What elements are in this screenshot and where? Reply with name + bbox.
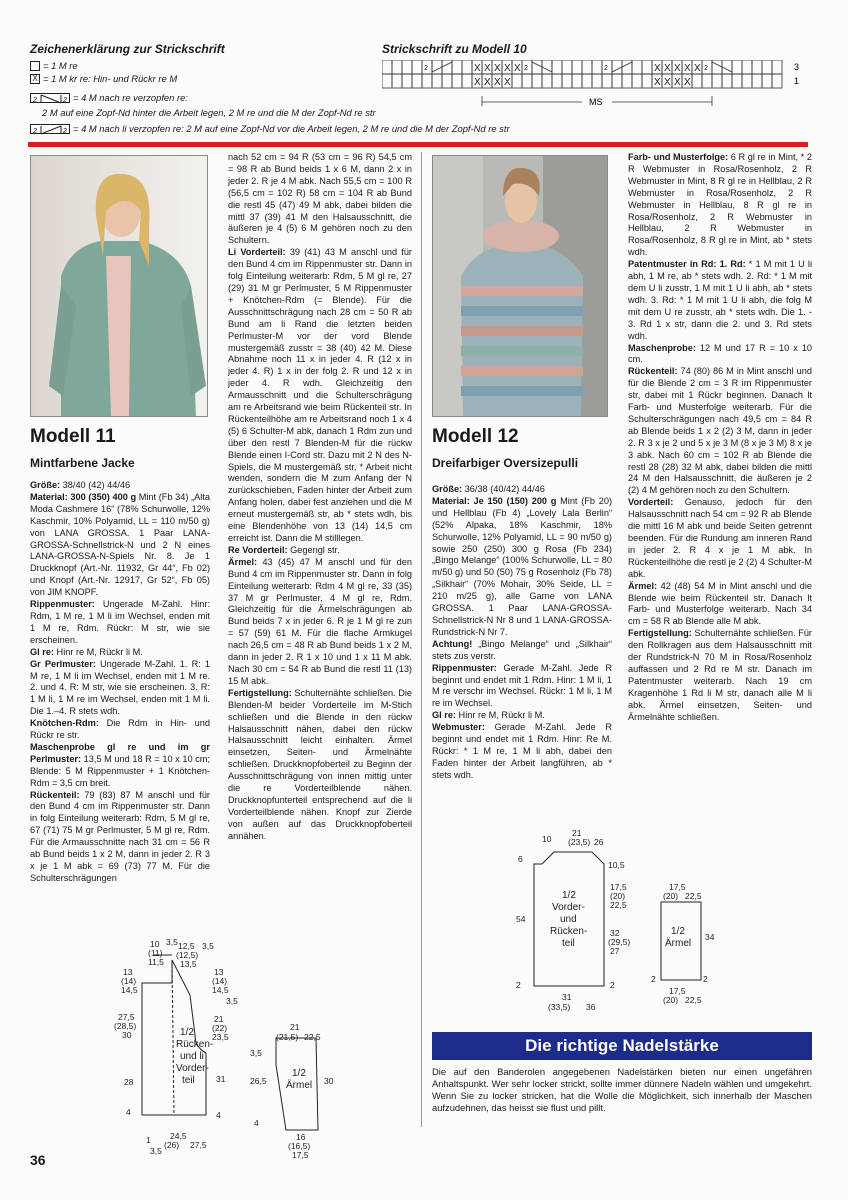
legend-item-knit [30, 60, 78, 71]
instruction-paragraph: Gl re: Hinr re M, Rückr li M. [432, 710, 545, 721]
cable-left-icon [30, 124, 70, 134]
svg-text:1: 1 [146, 1135, 151, 1145]
knitting-chart [382, 60, 802, 110]
legend-item-cable-left [30, 123, 510, 134]
svg-text:26,5: 26,5 [250, 1076, 267, 1086]
svg-text:23,5: 23,5 [212, 1032, 229, 1042]
legend-item-twisted [30, 73, 177, 84]
chart-x-cell: X [504, 63, 511, 74]
model-11-subtitle: Mintfarbene Jacke [30, 456, 135, 470]
svg-text:(23,5): (23,5) [568, 837, 591, 847]
chart-cable-label: 2 [524, 65, 528, 72]
svg-text:(21,5): (21,5) [276, 1032, 299, 1042]
svg-text:13: 13 [214, 967, 224, 977]
svg-text:54: 54 [516, 914, 526, 924]
knit-symbol-icon [30, 61, 40, 71]
svg-text:(29,5): (29,5) [608, 937, 631, 947]
chart-cable-label: 2 [704, 65, 708, 72]
model-11-col1 [30, 480, 210, 885]
svg-text:1/2: 1/2 [180, 1027, 194, 1038]
svg-text:28: 28 [124, 1077, 134, 1087]
svg-text:3,5: 3,5 [202, 941, 214, 951]
svg-text:36: 36 [586, 1002, 596, 1012]
svg-text:3,5: 3,5 [226, 996, 238, 1006]
svg-text:21: 21 [214, 1014, 224, 1024]
legend-item-cable-right [30, 92, 188, 103]
instruction-paragraph: Li Vorderteil: 39 (41) 43 M anschl und für den Bund 4 cm im Rippenmuster str. Dann in folg Einteilung weiterarb: Rdm, 5 M gl re, 27 (29) 31 M gr Perlmuster, 5 M Rippenmuster + Knötchen-Rdm (= Blende). Für die Ausschnittschrägung nach 28 cm = 50 R ab Bund am li Rand die letzten beiden Perlmuster-M vor der vord Blende mustergemäß zusstr = 38 (40) 42 M. Diese Abnahme noch 11 x in jeder 4. R (12 x in jeder 4. R) 1 x in der folg 2. R und 12 x in jeder 4. R wdh. Gleichzeitig den Armausschnitt und die Schulterschrägung am re Arbeitsrand wie beim Rückenteil str. In Rückenteilhöhe am re Arbeitsrand noch 1 x 4 (5) 6 Schulter-M abk, danach 1 Rdm zun und über den restl 7 Blenden-M für die rückw Blende einen I-Cord str. Dazu mit 2 N des N-Spiels, die M mustergemäß str, * Arbeit nicht wenden, sondern die M zum Anfang der N zurückschieben, Faden hinter der Arbeit zum Anfang holen, dabei fest anziehen und die M erneut mustergemäß str, ab * stets wdh, bis eine Blendenhöhe von 13 (14) 14,5 cm erreicht ist. Dann die M stilllegen. [228, 247, 412, 543]
instruction-paragraph: Rippenmuster: Ungerade M-Zahl. Hinr: Rdm, 1 M re, 1 M li im Wechsel, enden mit 1 M re, Rdm. Rückr: M str, wie sie erscheinen. [30, 599, 210, 645]
svg-text:22,5: 22,5 [685, 995, 702, 1005]
svg-text:2: 2 [610, 980, 615, 990]
chart-cable-label: 2 [604, 65, 608, 72]
svg-text:2: 2 [63, 127, 67, 135]
svg-text:17,5: 17,5 [610, 882, 627, 892]
instruction-paragraph: Webmuster: Gerade M-Zahl. Jede R beginnt und endet mit 1 Rdm. Hinr: Re M. Rückr: * 1 M re, 1 M li abh, dabei den Faden hinter der Arbeit langführen, ab * stets wdh. [432, 722, 612, 780]
svg-text:(14): (14) [212, 976, 228, 986]
svg-text:10,5: 10,5 [608, 860, 625, 870]
schematic-11-sleeve [246, 1020, 346, 1160]
instruction-paragraph: Größe: 38/40 (42) 44/46 [30, 480, 131, 490]
row-label-3: 3 [794, 62, 800, 72]
instruction-paragraph: Achtung! „Bingo Melange“ und „Silkhair“ stets zus verstr. [432, 638, 612, 661]
model-11-photo [30, 155, 208, 417]
svg-text:16: 16 [296, 1132, 306, 1142]
chart-x-cell: X [664, 77, 671, 88]
instruction-paragraph: Rückenteil: 74 (80) 86 M in Mint anschl und für die Blende 2 cm = 3 R im Rippenmuster str, dabei mit 1 Rückr beginnen. Danach lt Farb- und Musterfolge weiterarb. Für die Schulterschrägungen nach 49,5 cm = 84 R ab Blende beids 1 x 2 (2) 3 M, dann in jeder 2. R 3 x je 2 und 5 x je 3 M (8 x je 3 M) 8 x je 3 abk. Nach 60 cm = 102 R ab Blende die restl 28 (28) 32 M abk, dabei bilden die mittl 24 M den Halsausschnitt, die äußeren je 2 (2) 4 M gehören noch zu den Schultern. [628, 366, 812, 496]
svg-text:22,5: 22,5 [685, 891, 702, 901]
svg-text:10: 10 [542, 834, 552, 844]
svg-text:2: 2 [651, 974, 656, 984]
svg-text:2: 2 [33, 96, 37, 104]
chart-x-cell: X [504, 77, 511, 88]
schematic-11-right-dims [210, 960, 250, 1160]
instruction-paragraph: Ärmel: 43 (45) 47 M anschl und für den Bund 4 cm im Rippenmuster str. Dann in folg Einteilung weiterarb: Rdm 4 M gl re, 33 (35) 37 M gr Perlmuster, 4 M gl re, Rdm. Gleichzeitig für die Ärmelschrägungen ab Bund beids 7 x in jeder 6. R je 1 M gl re zun = 57 (59) 61 M. Für die flache Armkugel nach 26,5 cm = 48 R ab Bund beids 1 x 2 M, dann in jeder 2. R 1 x 10 und 1 x 11 M abk. Nach 30 cm = 54 R ab Bund die restl 11 (13) 15 M abk. [228, 556, 412, 686]
svg-text:(11): (11) [148, 948, 163, 958]
schematic-11-body [110, 935, 228, 1165]
chart-x-cell: X [684, 63, 691, 74]
svg-text:2: 2 [703, 974, 708, 984]
svg-text:27: 27 [610, 946, 620, 956]
svg-text:4: 4 [216, 1110, 221, 1120]
svg-text:4: 4 [254, 1118, 259, 1128]
legend-text: = 1 M kr re: Hin- und Rückr re M [43, 73, 178, 84]
chart-x-cell: X [684, 77, 691, 88]
svg-text:17,5: 17,5 [292, 1150, 309, 1160]
svg-text:(22): (22) [212, 1023, 228, 1033]
instruction-paragraph: Patentmuster in Rd: 1. Rd: * 1 M mit 1 U li abh, 1 M re, ab * stets wdh. 2. Rd: * 1 M mit dem U li zusstr, 1 M mit 1 U li abh, ab * stets wdh. 3. Rd: * 1 M mit 1 U li abh, die folg M mit dem U re zusstr, ab * stets wdh. Die 1. - 3. Rd 1 x str, dann die 2. und 3. Rd stets wdh. [628, 259, 812, 341]
svg-text:1/2: 1/2 [292, 1068, 306, 1079]
chart-x-cell: X [674, 63, 681, 74]
svg-text:3,5: 3,5 [150, 1146, 162, 1156]
svg-text:27,5: 27,5 [118, 1012, 135, 1022]
svg-text:teil: teil [562, 938, 575, 949]
instruction-paragraph: Maschenprobe gl re und im gr Perlmuster: 13,5 M und 18 R = 10 x 10 cm; Blende: 5 M Rippenmuster + 1 Knötchen-Rdm = 3,5 cm breit. [30, 741, 210, 788]
svg-text:(26): (26) [164, 1140, 180, 1150]
svg-text:10: 10 [150, 939, 160, 949]
schematic-12-body [512, 826, 637, 1016]
instruction-paragraph: Gl re: Hinr re M, Rückr li M. [30, 646, 143, 657]
instruction-paragraph: Vorderteil: Genauso, jedoch für den Halsausschnitt nach 54 cm = 92 R ab Blende die mittl 16 M abk und beide Seiten getrennt beenden. Für die Rundung am inneren Rand in jeder 2. R 4 x je 1 M abk. In Rückenteilhöhe die restl je 2 (2) 4 Schulter-M abk. [628, 497, 812, 579]
model-12-subtitle: Dreifarbiger Oversizepulli [432, 456, 579, 470]
svg-text:und: und [560, 914, 577, 925]
instruction-paragraph: Ärmel: 42 (48) 54 M in Mint anschl und die Blende wie beim Rückenteil str. Danach lt Farb- und Musterfolge weiterarb. Nach 34 cm = 58 R ab Blende alle M abk. [628, 580, 812, 627]
needle-size-banner: Die richtige Nadelstärke [432, 1032, 812, 1060]
svg-text:Vorder-: Vorder- [176, 1063, 209, 1074]
svg-text:Rücken-: Rücken- [176, 1039, 214, 1050]
legend-text: = 1 M re [43, 60, 78, 71]
svg-text:26: 26 [594, 837, 604, 847]
chart-x-cell: X [484, 63, 491, 74]
svg-text:(16,5): (16,5) [288, 1141, 311, 1151]
chart-x-cell: X [694, 63, 701, 74]
instruction-paragraph: Material: 300 (350) 400 g Mint (Fb 34) „Alta Moda Cashmere 16“ (78% Schurwolle, 12% Kaschmir, 10% Polyamid, LL = 110 m/50 g) von LANA GROSSA. 1 Paar LANA-GROSSA-Schnellstrick-N und 2 N eines LANA-GROSSA-N-Spiels Nr. 8. Je 1 Druckknopf (Art.-Nr. 11932, Gr 44“, Fb 02) und Knopf (Art.-Nr. 12917, Gr 52“, Fb 05) von JIM KNOPF. [30, 491, 210, 598]
svg-text:22,5: 22,5 [610, 900, 627, 910]
svg-text:32: 32 [610, 928, 620, 938]
cable-right-icon [30, 93, 70, 103]
svg-text:14,5: 14,5 [212, 985, 229, 995]
model-11-col2 [228, 152, 412, 843]
ms-label: MS [589, 97, 603, 107]
svg-text:6: 6 [518, 854, 523, 864]
instruction-paragraph: Re Vorderteil: Gegengl str. [228, 544, 340, 555]
instruction-paragraph: Fertigstellung: Schulternähte schließen. Für den Rollkragen aus dem Halsausschnitt mit der Rundstrick-N 70 M in Rosa/Rosenholz auffassen und 2 Rd re M str. Danach im Patentmuster weiterarb. Nach 19 cm Kragenhöhe 1 Rd li M str, danach alle M li abk. Ärmel einsetzen, Seiten- und Ärmelnähte schließen. [628, 628, 812, 722]
chart-x-cell: X [474, 63, 481, 74]
cross-symbol-icon: X [30, 74, 40, 84]
column-divider [421, 152, 422, 1127]
svg-text:(20): (20) [663, 995, 679, 1005]
svg-text:30: 30 [324, 1076, 334, 1086]
instruction-paragraph: Rippenmuster: Gerade M-Zahl. Jede R beginnt und endet mit 1 Rdm. Hinr: 1 M li, 1 M re verschr im Wechsel. Rückr: 1 M li, 1 M re im Wechsel. [432, 662, 612, 709]
chart-x-cell: X [514, 63, 521, 74]
svg-text:14,5: 14,5 [121, 985, 138, 995]
chart-x-cell: X [674, 77, 681, 88]
svg-text:Ärmel: Ärmel [665, 938, 692, 949]
svg-text:(28,5): (28,5) [114, 1021, 137, 1031]
svg-text:Vorder-: Vorder- [552, 902, 585, 913]
svg-text:3,5: 3,5 [250, 1048, 262, 1058]
instruction-paragraph: Gr Perlmuster: Ungerade M-Zahl. 1. R: 1 M re, 1 M li im Wechsel, enden mit 1 M re. 2. und 4. R: M str, wie sie erscheinen. 3. R: 1 M li, 1 M re im Wechsel, enden mit 1 M li. Die 1.–4. R stets wdh. [30, 658, 210, 717]
model-12-col2 [628, 152, 812, 724]
svg-text:31: 31 [562, 992, 572, 1002]
svg-text:1/2: 1/2 [671, 926, 685, 937]
model-12-col1 [432, 484, 612, 782]
legend-title: Zeichenerklärung zur Strickschrift [30, 42, 225, 56]
needle-size-text: Die auf den Banderolen angegebenen Nadelstärken bieten nur einen ungefähren Anhaltspunkt. Wer sehr locker strickt, sollte immer dünnere Nadeln wählen und umgekehrt. Wenn Sie zu locker stricken, hat die Wolle die Möglichkeit, sich innerhalb der Maschen aufzudehnen, das heisst sie flust und pillt. [432, 1066, 812, 1113]
model-11-title: Modell 11 [30, 426, 116, 447]
svg-text:11,5: 11,5 [148, 957, 164, 967]
instruction-paragraph: Maschenprobe: 12 M und 17 R = 10 x 10 cm. [628, 342, 812, 365]
svg-text:12,5: 12,5 [178, 941, 195, 951]
instruction-paragraph: Fertigstellung: Schulternähte schließen. Die Blenden-M beider Vorderteile im M-Stich schließen und die Blende in den rückw Halsausschnitt nähen, dabei den rückw Halsausschnitt leicht einhalten. Ärmel einsetzen, Seiten- und Ärmelnähte schließen. Druckknopfoberteil zu Beginn der Ausschnittschrägung von innen mittig unter die re Vorderteilblende nähen. Druckknopfunterteil entsprechend auf die li Vorderteilblende nähen. Knopf zur Zierde von außen auf das Druckknopfoberteil annähen. [228, 687, 412, 841]
red-divider [28, 142, 808, 147]
chart-x-cell: X [654, 63, 661, 74]
svg-text:34: 34 [705, 932, 715, 942]
legend-item-cable-right-desc [42, 107, 376, 118]
model-12-photo [432, 155, 608, 417]
svg-text:22,5: 22,5 [304, 1032, 321, 1042]
svg-text:24,5: 24,5 [170, 1131, 187, 1141]
svg-text:21: 21 [572, 828, 582, 838]
chart-x-cell: X [484, 77, 491, 88]
legend-text: 2 M auf eine Zopf-Nd hinter die Arbeit legen, 2 M re und die M der Zopf-Nd re str [42, 107, 376, 118]
legend-text: = 4 M nach re verzopfen re: [73, 92, 188, 103]
chart-x-cell: X [654, 77, 661, 88]
svg-text:31: 31 [216, 1074, 226, 1084]
chart-title: Strickschrift zu Modell 10 [382, 42, 527, 56]
svg-text:13,5: 13,5 [180, 959, 197, 969]
svg-text:4: 4 [126, 1107, 131, 1117]
model-12-title: Modell 12 [432, 426, 519, 447]
chart-x-cell: X [664, 63, 671, 74]
instruction-paragraph: Rückenteil: 79 (83) 87 M anschl und für den Bund 4 cm im Rippenmuster str. Dann in folg Einteilung weiterarb: Rdm, 5 M gl re, 67 (71) 75 M gr Perlmuster, 5 M gl re, Rdm. Für die Armausschnitte nach 31 cm = 56 R ab Bund beids 1 x 2 M, dann in jeder 2. R 3 x je 1 M abk = 69 (73) 77 M. Für die Schulterschrägungen [30, 789, 210, 883]
svg-text:(20): (20) [663, 891, 679, 901]
chart-cable-label: 2 [424, 65, 428, 72]
svg-text:(20): (20) [610, 891, 626, 901]
chart-x-cell: X [494, 63, 501, 74]
instruction-paragraph: Größe: 36/38 (40/42) 44/46 [432, 484, 545, 494]
instruction-paragraph: Material: Je 150 (150) 200 g Mint (Fb 20) und Hellblau (Fb 4) „Lovely Lala Berlin“ (52% Alpaka, 18% Kaschmir, 18% Schurwolle, 12% Polyamid, LL = 90 m/50 g) sowie 250 (250) 300 g Rosa (Fb 234) „Bingo Melange“ (100% Schurwolle, LL = 80 m/50 g) und 50 (50) 75 g Rosenholz (Fb 78) „Silkhair“ (70% Mohair, 30% Seide, LL = 210 m/25 g), alle Garne von LANA GROSSA. 1 Paar LANA-GROSSA-Schnellstrick-N Nr 8 und 1 LANA-GROSSA-Rundstrick-N Nr 7. [432, 495, 613, 637]
svg-text:(12,5): (12,5) [176, 950, 199, 960]
page-number: 36 [30, 1152, 46, 1168]
svg-text:und li: und li [180, 1051, 204, 1062]
svg-text:2: 2 [516, 980, 521, 990]
svg-text:30: 30 [122, 1030, 132, 1040]
svg-text:Ärmel: Ärmel [286, 1080, 313, 1091]
svg-text:(33,5): (33,5) [548, 1002, 571, 1012]
svg-text:13: 13 [123, 967, 133, 977]
schematic-12-sleeve [645, 880, 725, 1010]
svg-text:2: 2 [63, 96, 67, 104]
svg-text:27,5: 27,5 [190, 1140, 207, 1150]
svg-text:17,5: 17,5 [669, 986, 686, 996]
instruction-paragraph: nach 52 cm = 94 R (53 cm = 96 R) 54,5 cm = 98 R ab Bund beids 1 x 6 M, dann 2 x in jeder 2. R je 4 M abk. Nach 55,5 cm = 100 R (56,5 cm = 102 R) 58 cm = 104 R ab Bund die restl 45 (47) 49 M abk, dabei bilden die mittl 37 (39) 41 M den Halsausschnitt, die äußeren je 4 (5) 6 M gehören noch zu den Schultern. [228, 152, 412, 246]
chart-x-cell: X [494, 77, 501, 88]
svg-text:Rücken-: Rücken- [550, 926, 588, 937]
svg-text:(14): (14) [121, 976, 137, 986]
chart-x-cell: X [474, 77, 481, 88]
row-label-1: 1 [794, 76, 800, 86]
legend-text: = 4 M nach li verzopfen re: 2 M auf eine Zopf-Nd vor die Arbeit legen, 2 M re und die M der Zopf-Nd re str [73, 123, 510, 134]
svg-text:17,5: 17,5 [669, 882, 686, 892]
instruction-paragraph: Farb- und Musterfolge: 6 R gl re in Mint, * 2 R Webmuster in Rosa/Rosenholz, 2 R Webmuster in Mint, 8 R gl re in Hellblau, 2 R Webmuster in Rosa/Rosenholz, 2 R Webmuster in Hellblau, 8 R gl re in Rosa/Rosenholz, 2 R Webmuster in Hellblau, 2 R Webmuster in Rosa/Rosenholz, 8 R gl re in Mint, ab * stets wdh. [628, 152, 812, 258]
svg-text:2: 2 [33, 127, 37, 135]
svg-text:3,5: 3,5 [166, 937, 178, 947]
svg-text:teil: teil [182, 1075, 195, 1086]
svg-text:21: 21 [290, 1022, 300, 1032]
instruction-paragraph: Knötchen-Rdm: Die Rdm in Hin- und Rückr re str. [30, 718, 210, 741]
svg-text:1/2: 1/2 [562, 890, 576, 901]
